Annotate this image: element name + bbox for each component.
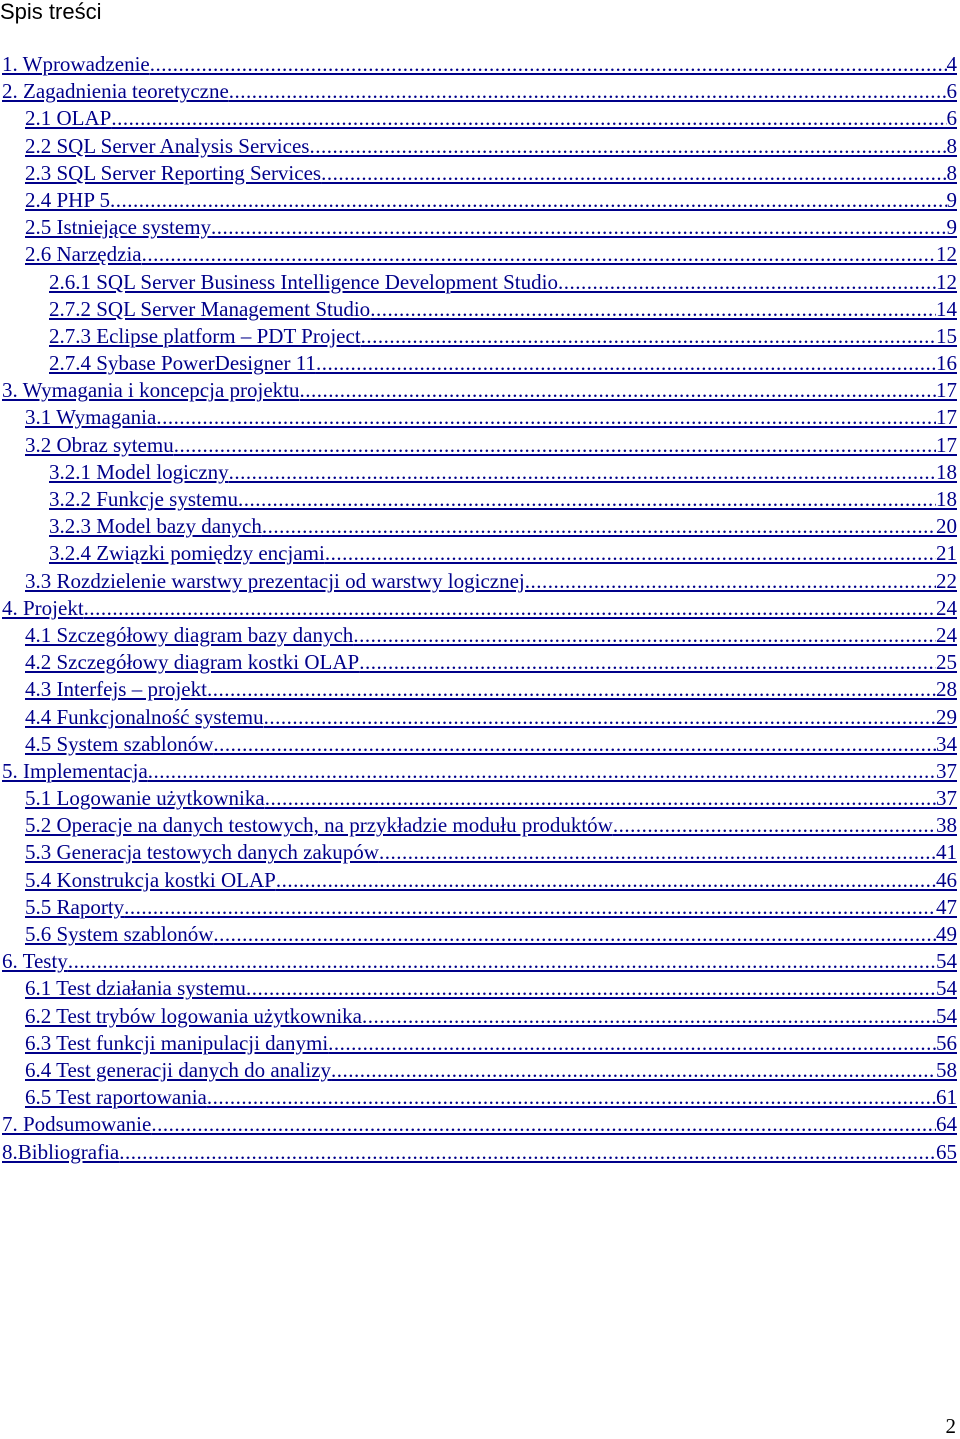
- toc-dot-leader: [309, 133, 946, 160]
- toc-entry[interactable]: [0, 921, 957, 948]
- toc-entry[interactable]: [0, 812, 957, 839]
- toc-entry-label: 8.Bibliografia: [2, 1139, 120, 1164]
- toc-entry-label: 3.2.1 Model logiczny: [49, 459, 229, 484]
- toc-entry[interactable]: [0, 296, 957, 323]
- toc-entry[interactable]: [0, 486, 957, 513]
- toc-entry-label: 4.2 Szczegółowy diagram kostki OLAP: [25, 650, 360, 675]
- toc-entry-page: 41: [936, 840, 957, 865]
- toc-entry-label: 2.7.4 Sybase PowerDesigner 11: [49, 351, 316, 376]
- toc-entry[interactable]: [0, 377, 957, 404]
- toc-entry-label: 2.6.1 SQL Server Business Intelligence Development Studio: [49, 269, 558, 294]
- toc-dot-leader: [111, 105, 946, 132]
- toc-dot-leader: [84, 595, 936, 622]
- toc-entry-page: 21: [936, 541, 957, 566]
- toc-entry[interactable]: [0, 187, 957, 214]
- toc-entry-label: 6.3 Test funkcji manipulacji danymi: [25, 1030, 329, 1055]
- toc-entry-label: 5.3 Generacja testowych danych zakupów: [25, 840, 379, 865]
- toc-dot-leader: [68, 948, 936, 975]
- toc-dot-leader: [246, 975, 936, 1002]
- toc-entry-label: 2.7.3 Eclipse platform – PDT Project: [49, 323, 361, 348]
- toc-entry[interactable]: [0, 731, 957, 758]
- toc-entry-page: 54: [936, 949, 957, 974]
- toc-entry[interactable]: [0, 404, 957, 431]
- toc-entry[interactable]: [0, 595, 957, 622]
- table-of-contents: [0, 51, 957, 1166]
- toc-entry[interactable]: [0, 241, 957, 268]
- toc-entry[interactable]: [0, 1111, 957, 1138]
- toc-entry-page: 47: [936, 894, 957, 919]
- toc-entry-label: 2.1 OLAP: [25, 106, 112, 131]
- page-number: 2: [945, 1414, 956, 1438]
- toc-entry-page: 22: [936, 568, 957, 593]
- toc-entry-label: 3. Wymagania i koncepcja projektu: [2, 378, 300, 403]
- toc-entry-label: 3.1 Wymagania: [25, 405, 157, 430]
- toc-dot-leader: [207, 1084, 936, 1111]
- toc-entry[interactable]: [0, 160, 957, 187]
- toc-entry[interactable]: [0, 568, 957, 595]
- toc-entry[interactable]: [0, 432, 957, 459]
- toc-dot-leader: [211, 214, 946, 241]
- toc-entry-page: 65: [936, 1139, 957, 1164]
- toc-entry-label: 2. Zagadnienia teoretyczne: [2, 79, 229, 104]
- toc-entry-page: 34: [936, 731, 957, 756]
- toc-entry[interactable]: [0, 323, 957, 350]
- toc-entry-label: 5.2 Operacje na danych testowych, na przykładzie modułu produktów: [25, 813, 613, 838]
- toc-entry[interactable]: [0, 214, 957, 241]
- toc-dot-leader: [525, 568, 936, 595]
- toc-dot-leader: [262, 513, 936, 540]
- toc-entry[interactable]: [0, 839, 957, 866]
- toc-entry-page: 8: [946, 160, 957, 185]
- toc-entry-label: 2.4 PHP 5: [25, 187, 110, 212]
- toc-entry-label: 1. Wprowadzenie: [2, 52, 150, 76]
- toc-dot-leader: [558, 269, 936, 296]
- toc-entry[interactable]: [0, 975, 957, 1002]
- toc-entry-page: 18: [936, 459, 957, 484]
- toc-dot-leader: [142, 241, 936, 268]
- toc-dot-leader: [156, 404, 936, 431]
- toc-dot-leader: [264, 704, 936, 731]
- toc-entry-label: 3.2.2 Funkcje systemu: [49, 487, 238, 511]
- toc-dot-leader: [238, 486, 936, 513]
- toc-dot-leader: [353, 622, 936, 649]
- toc-entry[interactable]: [0, 459, 957, 486]
- toc-entry-page: 49: [936, 922, 957, 946]
- toc-entry-page: 6: [946, 79, 957, 104]
- toc-entry[interactable]: [0, 894, 957, 921]
- toc-dot-leader: [325, 540, 936, 567]
- toc-entry-page: 6: [946, 106, 957, 131]
- toc-entry-page: 17: [936, 378, 957, 403]
- toc-entry[interactable]: [0, 704, 957, 731]
- toc-entry-label: 4.3 Interfejs – projekt: [25, 677, 207, 702]
- toc-entry-page: 9: [946, 187, 957, 212]
- toc-entry[interactable]: [0, 1139, 957, 1166]
- toc-entry-label: 3.3 Rozdzielenie warstwy prezentacji od warstwy logicznej: [25, 568, 525, 593]
- toc-entry-page: 9: [946, 215, 957, 240]
- toc-entry[interactable]: [0, 867, 957, 894]
- toc-entry-label: 5.1 Logowanie użytkownika: [25, 786, 265, 811]
- toc-entry-page: 37: [936, 758, 957, 783]
- toc-entry-label: 4.4 Funkcjonalność systemu: [25, 704, 264, 729]
- toc-entry[interactable]: [0, 649, 957, 676]
- toc-entry[interactable]: [0, 105, 957, 132]
- toc-dot-leader: [207, 676, 936, 703]
- toc-entry-label: 6. Testy: [2, 949, 68, 974]
- toc-entry-label: 3.2.4 Związki pomiędzy encjami: [49, 541, 325, 566]
- toc-entry[interactable]: [0, 540, 957, 567]
- toc-entry-page: 16: [936, 351, 957, 376]
- toc-dot-leader: [174, 432, 936, 459]
- toc-entry[interactable]: [0, 269, 957, 296]
- toc-entry-label: 6.1 Test działania systemu: [25, 976, 246, 1001]
- toc-dot-leader: [321, 160, 946, 187]
- toc-entry-label: 6.2 Test trybów logowania użytkownika: [25, 1003, 363, 1028]
- toc-entry[interactable]: [0, 758, 957, 785]
- toc-entry[interactable]: [0, 676, 957, 703]
- toc-entry-label: 2.7.2 SQL Server Management Studio: [49, 296, 371, 321]
- toc-entry-page: 17: [936, 405, 957, 430]
- toc-entry-page: 15: [936, 323, 957, 348]
- toc-entry-page: 28: [936, 677, 957, 702]
- toc-entry-page: 37: [936, 786, 957, 811]
- toc-entry-label: 2.5 Istniejące systemy: [25, 215, 212, 240]
- toc-dot-leader: [331, 1057, 936, 1084]
- toc-entry-label: 7. Podsumowanie: [2, 1112, 152, 1137]
- toc-entry-page: 38: [936, 813, 957, 838]
- toc-entry-label: 5.6 System szablonów: [25, 922, 214, 946]
- toc-entry-page: 25: [936, 650, 957, 675]
- toc-dot-leader: [148, 758, 936, 785]
- toc-entry-page: 54: [936, 1003, 957, 1028]
- toc-dot-leader: [124, 894, 936, 921]
- toc-dot-leader: [361, 323, 936, 350]
- toc-dot-leader: [213, 921, 936, 948]
- toc-entry-page: 56: [936, 1030, 957, 1055]
- toc-entry-page: 18: [936, 487, 957, 511]
- toc-entry-label: 3.2.3 Model bazy danych: [49, 514, 262, 539]
- toc-dot-leader: [379, 839, 936, 866]
- toc-entry-label: 2.2 SQL Server Analysis Services: [25, 133, 310, 158]
- toc-entry[interactable]: [0, 133, 957, 160]
- toc-dot-leader: [316, 350, 936, 377]
- toc-dot-leader: [229, 78, 947, 105]
- toc-entry-page: 17: [936, 432, 957, 457]
- toc-entry-page: 12: [936, 242, 957, 267]
- toc-dot-leader: [213, 731, 936, 758]
- toc-entry-label: 6.5 Test raportowania: [25, 1085, 207, 1110]
- toc-entry[interactable]: [0, 948, 957, 975]
- toc-entry[interactable]: [0, 785, 957, 812]
- toc-entry-page: 8: [946, 133, 957, 158]
- toc-entry[interactable]: [0, 1057, 957, 1084]
- toc-entry[interactable]: [0, 1084, 957, 1111]
- toc-entry-page: 20: [936, 514, 957, 539]
- toc-dot-leader: [276, 867, 936, 894]
- toc-entry-page: 4: [946, 52, 957, 76]
- toc-dot-leader: [229, 459, 936, 486]
- toc-entry[interactable]: [0, 513, 957, 540]
- toc-entry-label: 3.2 Obraz sytemu: [25, 432, 174, 457]
- toc-dot-leader: [119, 1139, 936, 1166]
- toc-entry-page: 14: [936, 296, 957, 321]
- toc-dot-leader: [150, 51, 947, 78]
- toc-dot-leader: [613, 812, 936, 839]
- toc-entry-page: 24: [936, 622, 957, 647]
- toc-entry[interactable]: [0, 350, 957, 377]
- toc-entry-label: 2.3 SQL Server Reporting Services: [25, 160, 322, 185]
- toc-dot-leader: [328, 1030, 936, 1057]
- toc-entry[interactable]: [0, 1003, 957, 1030]
- toc-entry[interactable]: [0, 622, 957, 649]
- toc-dot-leader: [300, 377, 937, 404]
- toc-dot-leader: [370, 296, 936, 323]
- page-title: Spis treści: [0, 0, 102, 24]
- toc-entry-label: 5.4 Konstrukcja kostki OLAP: [25, 867, 276, 892]
- toc-entry-label: 2.6 Narzędzia: [25, 242, 142, 267]
- toc-entry-page: 54: [936, 976, 957, 1001]
- toc-entry-label: 4.5 System szablonów: [25, 731, 214, 756]
- toc-dot-leader: [362, 1003, 936, 1030]
- toc-entry[interactable]: [0, 78, 957, 105]
- toc-entry-label: 4. Projekt: [2, 595, 84, 620]
- toc-entry-page: 64: [936, 1112, 957, 1137]
- toc-entry-page: 29: [936, 704, 957, 729]
- toc-entry-label: 5.5 Raporty: [25, 894, 125, 919]
- toc-entry[interactable]: [0, 51, 957, 78]
- toc-entry-label: 5. Implementacja: [2, 758, 148, 783]
- toc-dot-leader: [151, 1111, 936, 1138]
- toc-entry-page: 46: [936, 867, 957, 892]
- toc-entry[interactable]: [0, 1030, 957, 1057]
- toc-entry-label: 6.4 Test generacji danych do analizy: [25, 1057, 332, 1082]
- toc-dot-leader: [265, 785, 936, 812]
- toc-dot-leader: [110, 187, 947, 214]
- toc-entry-page: 12: [936, 269, 957, 294]
- toc-entry-page: 58: [936, 1057, 957, 1082]
- toc-entry-page: 61: [936, 1085, 957, 1110]
- toc-entry-label: 4.1 Szczegółowy diagram bazy danych: [25, 622, 354, 647]
- toc-entry-page: 24: [936, 595, 957, 620]
- toc-dot-leader: [359, 649, 936, 676]
